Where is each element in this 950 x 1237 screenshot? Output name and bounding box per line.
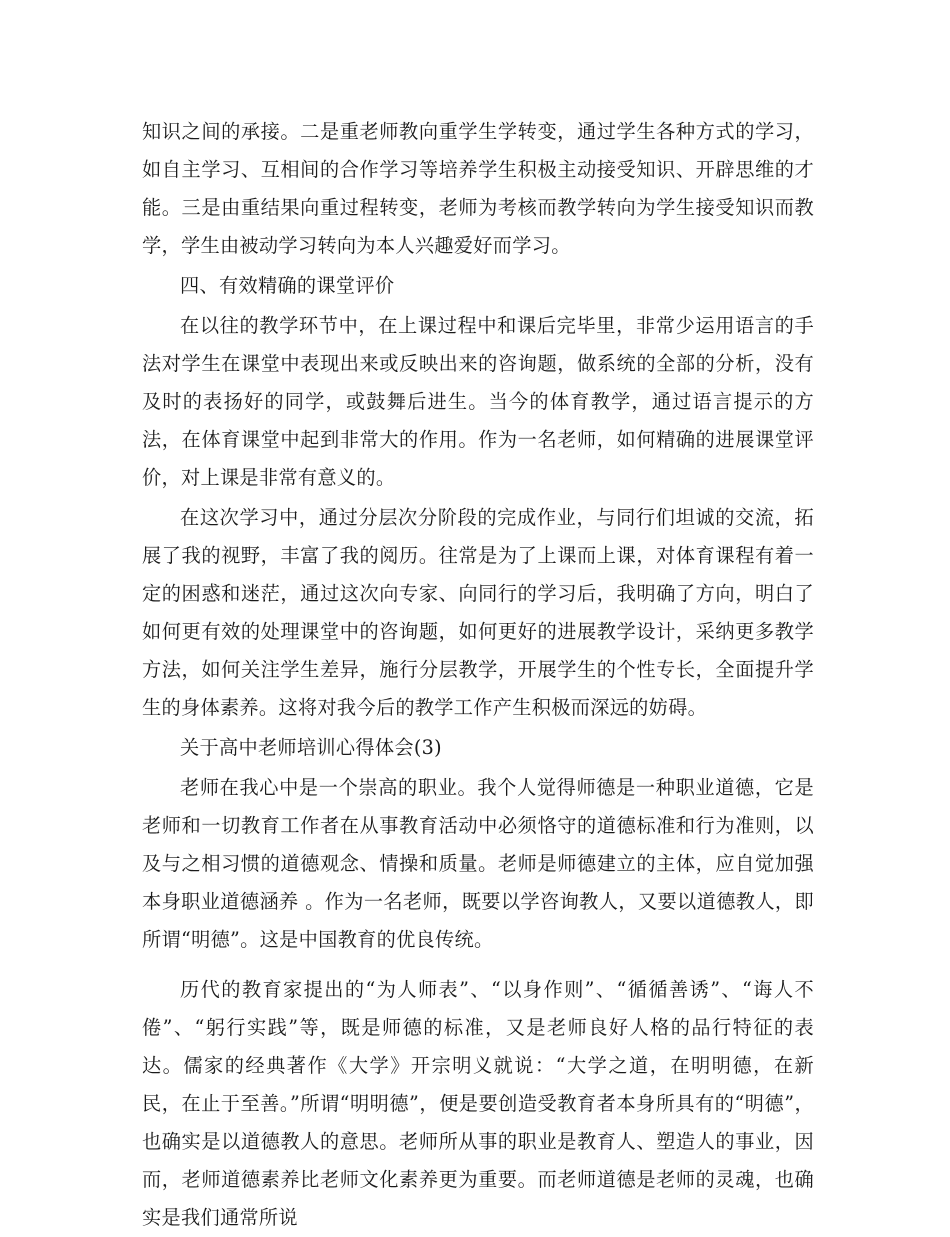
paragraph-5: 历代的教育家提出的“为人师表”、“以身作则”、“循循善诱”、“诲人不倦”、“躬行实践”等，既是师德的标准，又是老师良好人格的品行特征的表达。儒家的经典著作《大学》开宗明义就说：“大学之道，在明明德，在新民，在止于至善。”所谓“明明德”，便是要创造受教育者本身所具有的“明德”，也确实是以道德教人的意思。老师所从事的职业是教育人、塑造人的事业，因而，老师道德素养比老师文化素养更为重要。而老师道德是老师的灵魂，也确实是我们通常所说	[142, 978, 814, 1229]
article-title-3: 关于高中老师培训心得体会(3)	[180, 736, 442, 759]
paragraph-3: 在这次学习中，通过分层次分阶段的完成作业，与同行们坦诚的交流，拓展了我的视野，丰富了我的阅历。往常是为了上课而上课，对体育课程有着一定的困惑和迷茫，通过这次向专家、向同行的学习后，我明确了方向，明白了如何更有效的处理课堂中的咨询题，如何更好的进展教学设计，采纳更多教学方法，如何关注学生差异，施行分层教学，开展学生的个性专长，全面提升学生的身体素养。这将对我今后的教学工作产生积极而深远的妨碍。	[142, 506, 814, 719]
paragraph-2: 在以往的教学环节中，在上课过程中和课后完毕里，非常少运用语言的手法对学生在课堂中表现出来或反映出来的咨询题，做系统的全部的分析，没有及时的表扬好的同学，或鼓舞后进生。当今的体育教学，通过语言提示的方法，在体育课堂中起到非常大的作用。作为一名老师，如何精确的进展课堂评价，对上课是非常有意义的。	[142, 314, 814, 489]
paragraph-4: 老师在我心中是一个崇高的职业。我个人觉得师德是一种职业道德，它是老师和一切教育工作者在从事教育活动中必须恪守的道德标准和行为准则，以及与之相习惯的道德观念、情操和质量。老师是师德建立的主体，应自觉加强本身职业道德涵养 。作为一名老师，既要以学咨询教人，又要以道德教人，即所谓“明德”。这是中国教育的优良传统。	[142, 776, 814, 951]
document-body	[142, 113, 814, 1237]
section-heading-4: 四、有效精确的课堂评价	[180, 274, 395, 297]
paragraph-1: 知识之间的承接。二是重老师教向重学生学转变，通过学生各种方式的学习，如自主学习、互相间的合作学习等培养学生积极主动接受知识、开辟思维的才能。三是由重结果向重过程转变，老师为考核而教学转向为学生接受知识而教学，学生由被动学习转向为本人兴趣爱好而学习。	[142, 120, 814, 257]
